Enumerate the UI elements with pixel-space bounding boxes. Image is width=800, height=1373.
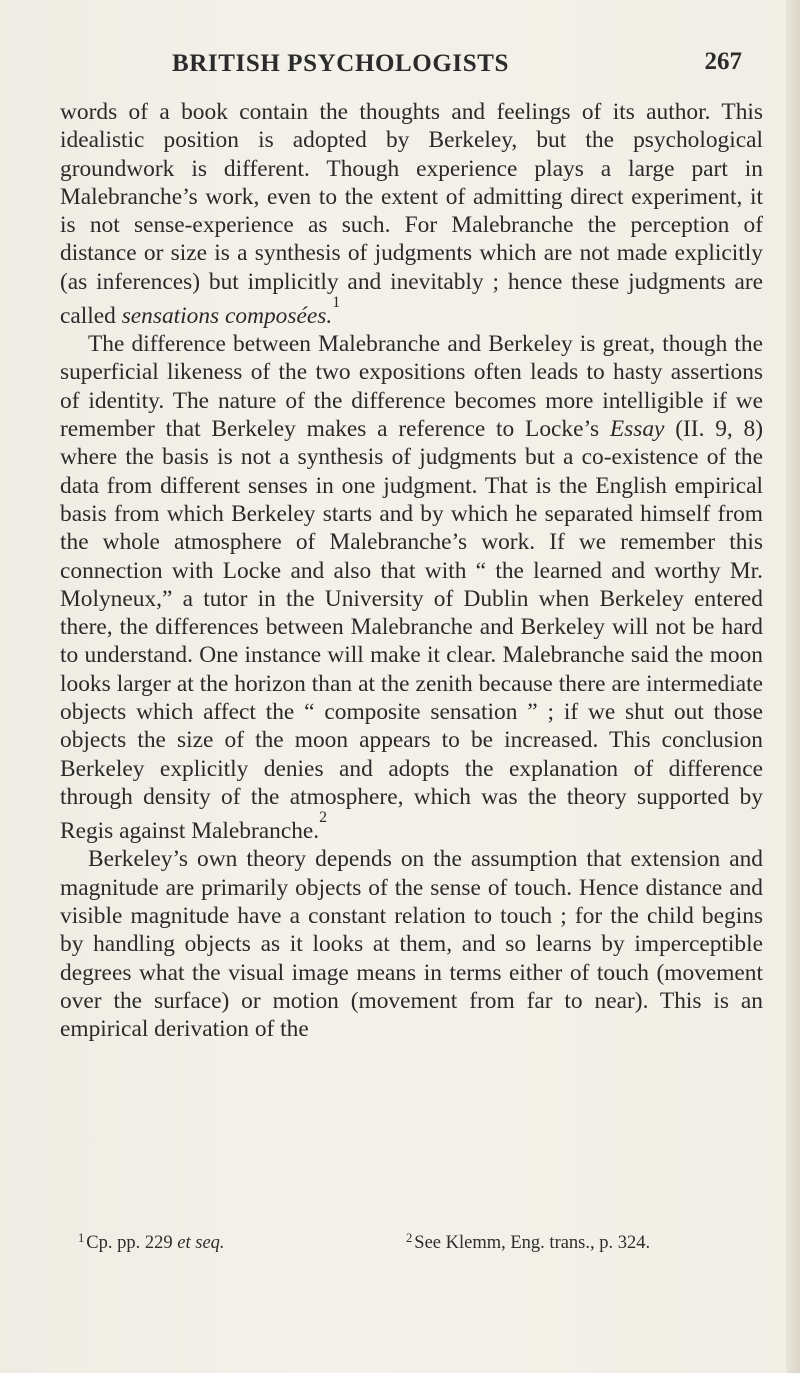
paragraph-2-italic-title: Essay: [609, 416, 665, 443]
paragraph-1: [60, 98, 763, 330]
paragraph-2-text: The difference between Malebranche and Berkeley is great, though the superficial likeness of the two expositions often leads to hasty assertions of identity. The nature of the difference becomes more intelligible if we remember that Berkeley makes a reference to Locke’s: [60, 331, 763, 443]
footnote-2: [406, 1231, 650, 1256]
page-edge: [786, 0, 800, 1373]
paragraph-3-text: Berkeley’s own theory depends on the assumption that extension and magnitude are primarily objects of the sense of touch. Hence distance and visible magnitude have a constant relation to touch ; for the child begins by handling objects as it looks at them, and so learns by imperceptible degrees what the visual image means in terms either of touch (movement over the surface) or motion (movement from far to near). This is an empirical derivation of the: [60, 846, 763, 1043]
body-text: [60, 98, 763, 1043]
footnote-2-marker: 2: [406, 1231, 413, 1246]
running-head: BRITISH PSYCHOLOGISTS: [172, 50, 510, 77]
footnote-1: [78, 1231, 225, 1256]
paragraph-3: [60, 845, 763, 1043]
page-number: 267: [704, 48, 742, 75]
footnote-2-text: See Klemm, Eng. trans., p. 324.: [414, 1233, 651, 1253]
paragraph-2-continuation: (II. 9, 8) where the basis is not a synthesis of judgments but a co-existence of the data from different senses in one judgment. That is the English empirical basis from which Berkeley starts and by which he separated himself from the whole atmosphere of Malebranche’s work. If we remember this connection with Locke and also that with “ the learned and worthy Mr. Molyneux,” a tutor in the University of Dublin when Berkeley entered there, the differences between Malebranche and Berkeley will not be hard to understand. One instance will make it clear. Malebranche said the moon looks larger at the horizon than at the zenith because there are intermediate objects which affect the “ composite sensation ” ; if we shut out those objects the size of the moon appears to be increased. This conclusion Berkeley explicitly denies and adopts the explanation of difference through density of the atmosphere, which was the theory supported by Regis against Malebranche.: [60, 416, 764, 845]
paragraph-1-text: words of a book contain the thoughts and feelings of its author. This idealistic position is adopted by Berkeley, but the psychological groundwork is different. Though experience plays a large part in Malebranche’s work, even to the extent of admitting direct experiment, it is not sense-experience as such. For Malebranche the perception of distance or size is a synthesis of judgments which are not made explicitly (as inferences) but implicitly and inevitably ; hence these judgments are called: [60, 99, 763, 329]
footnote-reference-2: 2: [319, 809, 328, 827]
paragraph-2: [60, 330, 763, 845]
footnote-1-italic: et seq.: [177, 1233, 225, 1253]
footnote-1-text: Cp. pp. 229: [86, 1233, 178, 1253]
footnote-1-marker: 1: [78, 1231, 85, 1246]
page-header: [172, 42, 742, 82]
paragraph-1-italic-term: sensations composées.: [121, 302, 333, 329]
footnote-reference-1: 1: [332, 293, 341, 311]
